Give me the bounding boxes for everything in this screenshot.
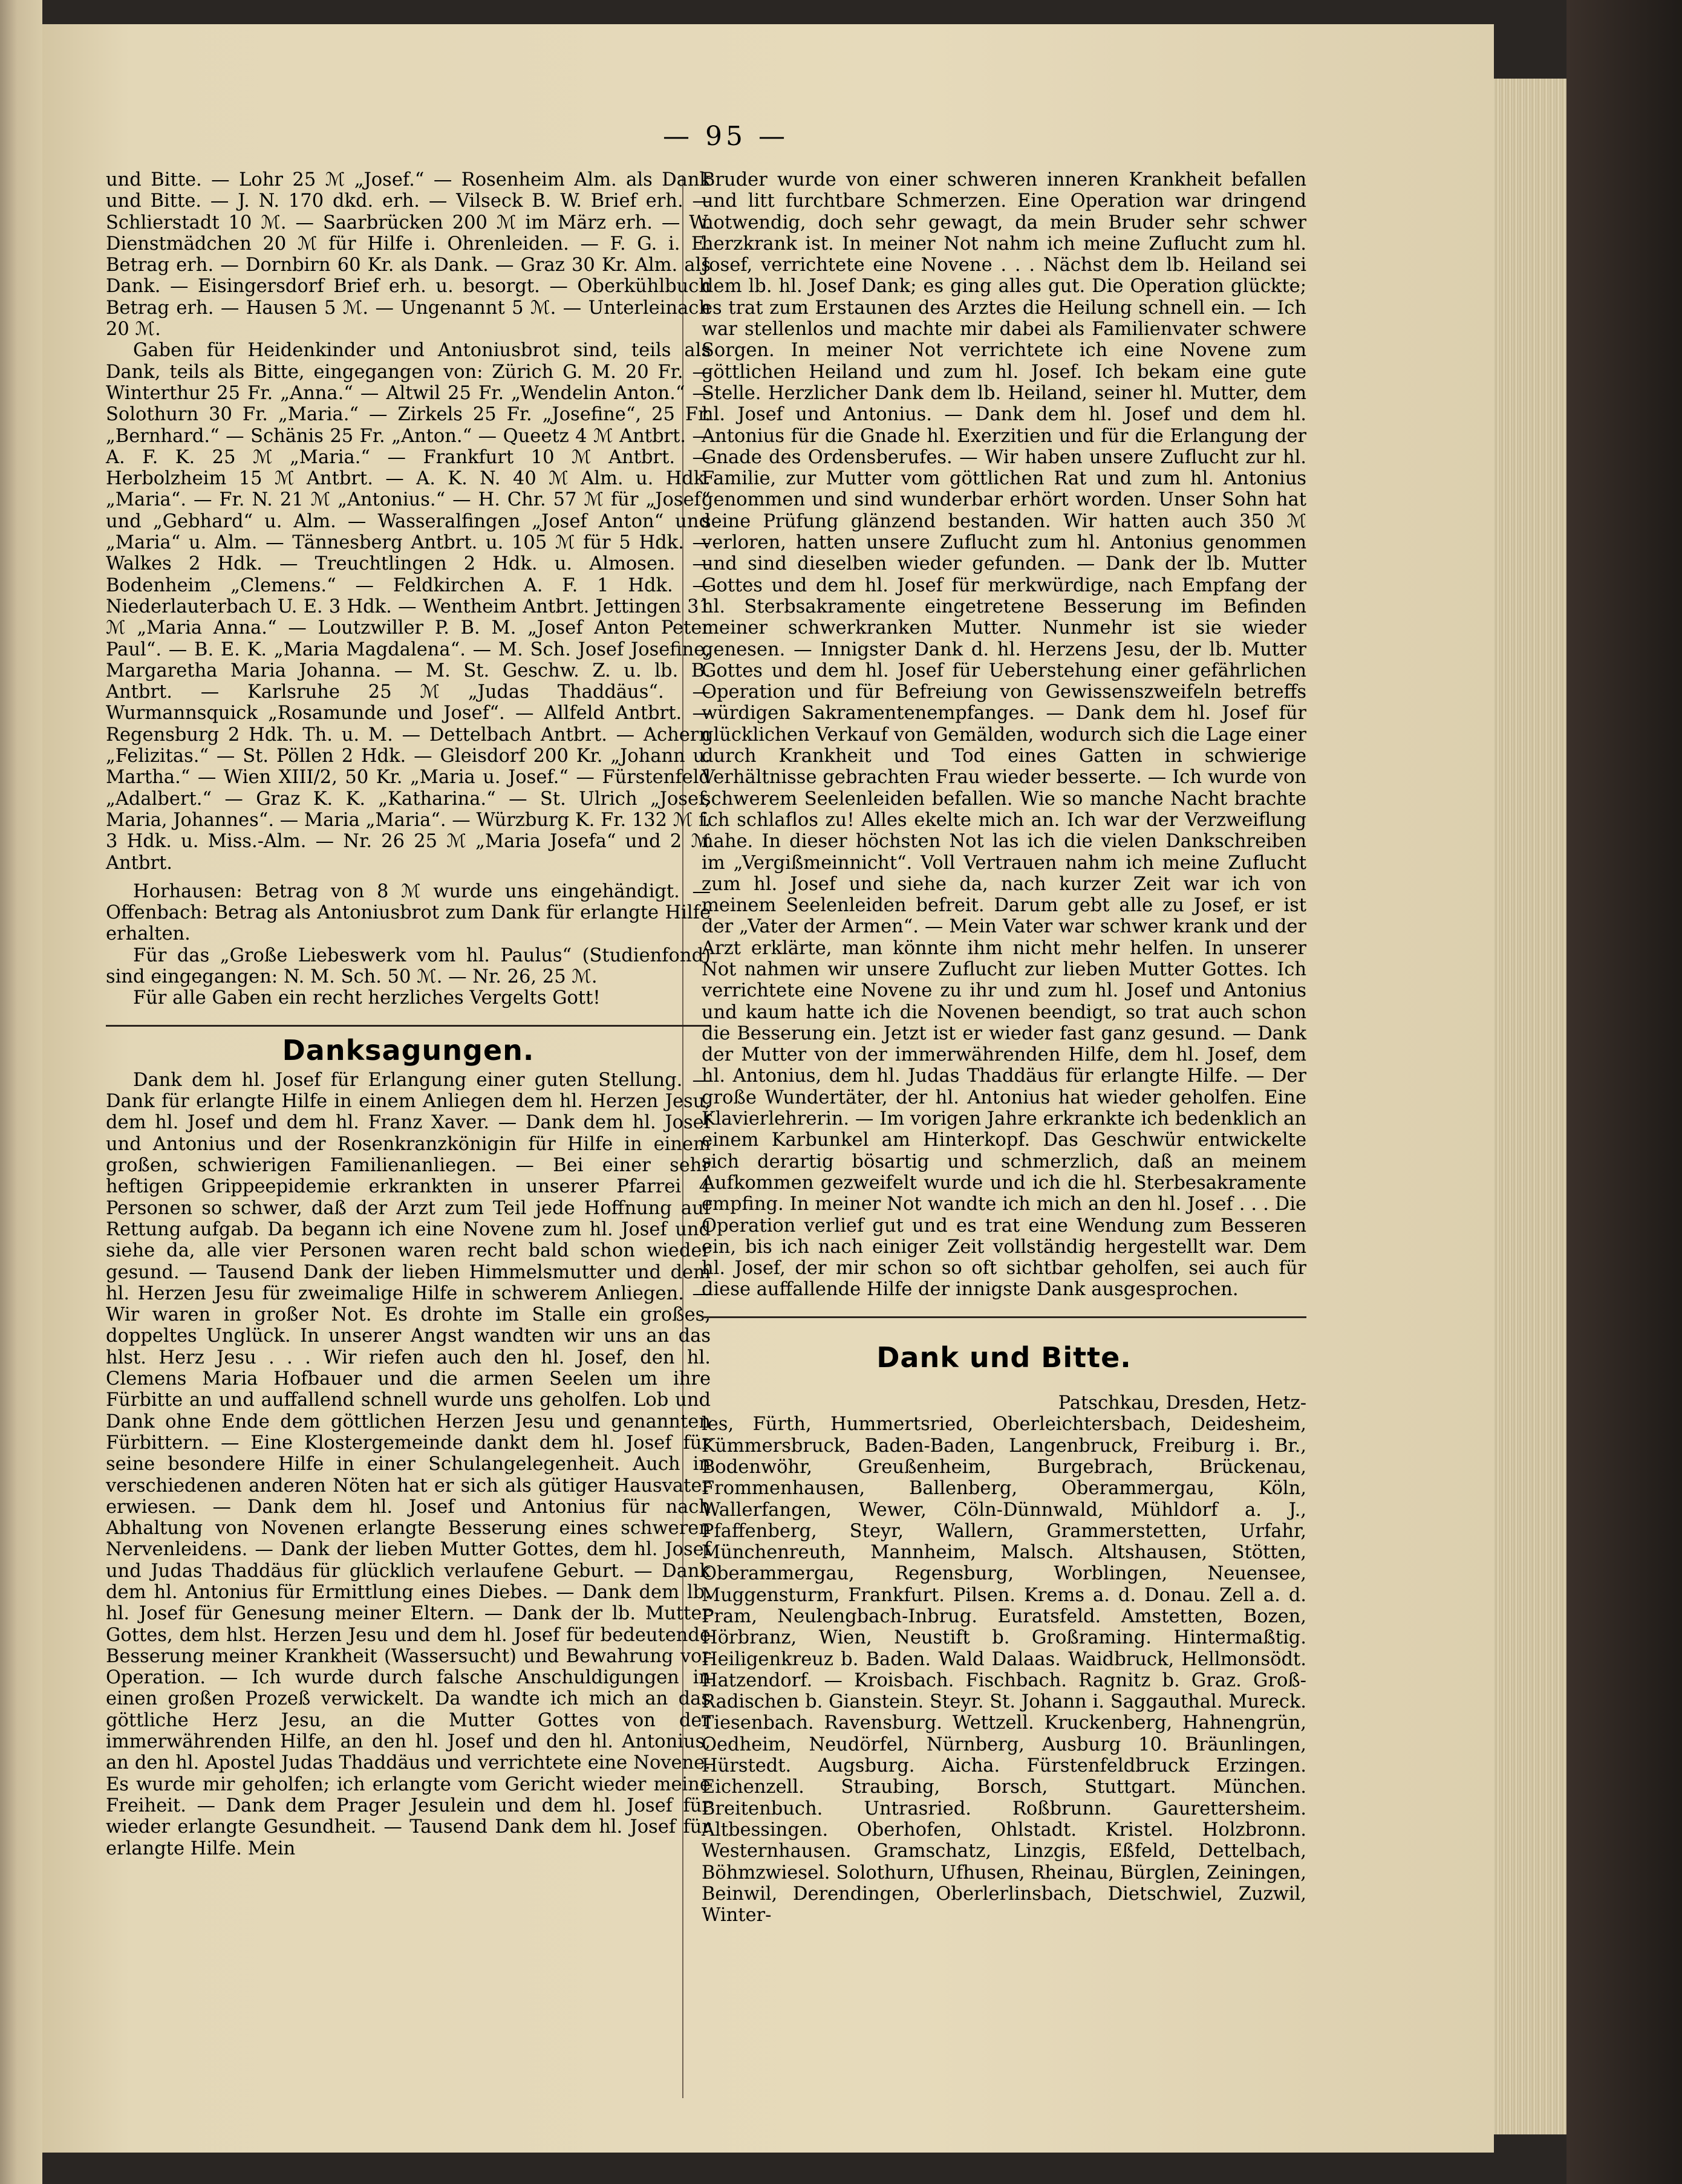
section-rule bbox=[702, 1316, 1306, 1318]
donations-paragraph-2: Gaben für Heidenkinder und Antoniusbrot sind, teils als Dank, teils als Bitte, eingegangen von: Zürich G. M. 20 Fr. — Winterthur 25 Fr. „Anna.“ — Altwil 25 Fr. „Wendelin Anton.“ — Solothurn 30 Fr. „Maria.“ — Zirkels 25 Fr. „Josefine“, 25 Fr. „Bernhard.“ — Schänis 25 Fr. „Anton.“ — Queetz 4 ℳ Antbrt. — A. F. K. 25 ℳ „Maria.“ — Frankfurt 10 ℳ Antbrt. — Herbolzheim 15 ℳ Antbrt. — A. K. N. 40 ℳ Alm. u. Hdk. „Maria“. — Fr. N. 21 ℳ „Antonius.“ — H. Chr. 57 ℳ für „Josef“ und „Gebhard“ u. Alm. — Wasseralfingen „Josef Anton“ und „Maria“ u. Alm. — Tännesberg Antbrt. u. 105 ℳ für 5 Hdk. — Walkes 2 Hdk. — Treuchtlingen 2 Hdk. u. Almosen. — Bodenheim „Clemens.“ — Feldkirchen A. F. 1 Hdk. — Niederlauterbach U. E. 3 Hdk. — Wentheim Antbrt. Jettingen 31 ℳ „Maria Anna.“ — Loutzwiller P. B. M. „Josef Anton Peter Paul“. — B. E. K. „Maria Magdalena“. — M. Sch. Josef Josefine, Margaretha Maria Johanna. — M. St. Geschw. Z. u. lb. B. Antbrt. — Karlsruhe 25 ℳ „Judas Thaddäus“. — Wurmannsquick „Rosamunde und Josef“. — Allfeld Antbrt. — Regensburg 2 Hdk. Th. u. M. — Dettelbach Antbrt. — Achern „Felizitas.“ — St. Pöllen 2 Hdk. — Gleisdorf 200 Kr. „Johann u. Martha.“ — Wien XIII/2, 50 Kr. „Maria u. Josef.“ — Fürstenfeld „Adalbert.“ — Graz K. K. „Katharina.“ — St. Ulrich „Josef, Maria, Johannes“. — Maria „Maria“. — Würzburg K. Fr. 132 ℳ f. 3 Hdk. u. Miss.-Alm. — Nr. 26 25 ℳ „Maria Josefa“ und 2 ℳ Antbrt. bbox=[106, 340, 711, 874]
left-column bbox=[106, 169, 711, 1859]
donations-paragraph-4: Für das „Große Liebeswerk vom hl. Paulus“ (Studienfond) sind eingegangen: N. M. Sch. 50 ℳ. — Nr. 26, 25 ℳ. bbox=[106, 944, 711, 987]
donations-paragraph-3: Horhausen: Betrag von 8 ℳ wurde uns eingehändigt. — Offenbach: Betrag als Antoniusbrot zum Dank für erlangte Hilfe erhalten. bbox=[106, 880, 711, 945]
places-list: les, Fürth, Hummertsried, Oberleichtersbach, Deidesheim, Kümmersbruck, Baden-Baden, Langenbruck, Freiburg i. Br., Bodenwöhr, Greußenheim, Burgebrach, Brückenau, Frommenhausen, Ballenberg, Oberammergau, Köln, Wallerfangen, Wewer, Cöln-Dünnwald, Mühldorf a. J., Pfaffenberg, Steyr, Wallern, Grammerstetten, Urfahr, Münchenreuth, Mannheim, Malsch. Altshausen, Stötten, Oberammergau, Regensburg, Worblingen, Neuensee, Muggensturm, Frankfurt. Pilsen. Krems a. d. Donau. Zell a. d. Pram, Neulengbach-Inbrug. Euratsfeld. Amstetten, Bozen, Hörbranz, Wien, Neustift b. Großraming. Hintermaßtig. Heiligenkreuz b. Baden. Wald Dalaas. Waidbruck, Hellmonsödt. Hatzendorf. — Kroisbach. Fischbach. Ragnitz b. Graz. Groß-Radischen b. Gianstein. Steyr. St. Johann i. Saggauthal. Mureck. Tiesenbach. Ravensburg. Wettzell. Kruckenberg, Hahnengrün, Oedheim, Neudörfel, Nürnberg, Ausburg 10. Bräunlingen, Hürstedt. Augsburg. Aicha. Fürstenfeldbruck Erzingen. Eichenzell. Straubing, Borsch, Stuttgart. München. Breitenbuch. Untrasried. Roßbrunn. Gaurettersheim. Altbessingen. Oberhofen, Ohlstadt. Kristel. Holzbronn. Westernhausen. Gramschatz, Linzgis, Eßfeld, Dettelbach, Böhmzwiesel. Solothurn, Ufhusen, Rheinau, Bürglen, Zeiningen, Beinwil, Derendingen, Oberlerlinsbach, Dietschwiel, Zuzwil, Winter- bbox=[702, 1414, 1306, 1926]
places-first-line: Patschkau, Dresden, Hetz- bbox=[1058, 1393, 1306, 1414]
section-heading-danksagungen: Danksagungen. bbox=[282, 1033, 535, 1067]
section-heading-dank-und-bitte: Dank und Bitte. bbox=[876, 1341, 1132, 1374]
page-stack-edge bbox=[1494, 79, 1566, 2134]
page-number: — 95 — bbox=[663, 121, 789, 152]
donations-paragraph-5: Für alle Gaben ein recht herzliches Vergelts Gott! bbox=[133, 987, 601, 1009]
previous-page-edge bbox=[0, 0, 42, 2184]
donations-paragraph-1: und Bitte. — Lohr 25 ℳ „Josef.“ — Rosenheim Alm. als Dank und Bitte. — J. N. 170 dkd. erh. — Vilseck B. W. Brief erh. — Schlierstadt 10 ℳ. — Saarbrücken 200 ℳ im März erh. — W. Dienstmädchen 20 ℳ für Hilfe i. Ohrenleiden. — F. G. i. E. Betrag erh. — Dornbirn 60 Kr. als Dank. — Graz 30 Kr. Alm. als Dank. — Eisingersdorf Brief erh. u. besorgt. — Oberkühlbuch Betrag erh. — Hausen 5 ℳ. — Ungenannt 5 ℳ. — Unterleinach 20 ℳ. bbox=[106, 169, 711, 340]
book-cover bbox=[1566, 0, 1682, 2184]
right-column bbox=[702, 169, 1306, 1926]
danksagungen-text: Dank dem hl. Josef für Erlangung einer guten Stellung. — Dank für erlangte Hilfe in einem Anliegen dem hl. Herzen Jesu, dem hl. Josef und dem hl. Franz Xaver. — Dank dem hl. Josef und Antonius und der Rosenkranzkönigin für Hilfe in einem großen, schwierigen Familienanliegen. — Bei einer sehr heftigen Grippeepidemie erkrankten in unserer Pfarrei 4 Personen so schwer, daß der Arzt zum Teil jede Hoffnung auf Rettung aufgab. Da begann ich eine Novene zum hl. Josef und siehe da, alle vier Personen waren recht bald schon wieder gesund. — Tausend Dank der lieben Himmelsmutter und dem hl. Herzen Jesu für zweimalige Hilfe in schwerem Anliegen. — Wir waren in großer Not. Es drohte im Stalle ein großes, doppeltes Unglück. In unserer Angst wandten wir uns an das hlst. Herz Jesu . . . Wir riefen auch den hl. Josef, den hl. Clemens Maria Hofbauer und die armen Seelen um ihre Fürbitte an und auffallend schnell wurde uns geholfen. Lob und Dank ohne Ende dem göttlichen Herzen Jesu und genannten Fürbittern. — Eine Klostergemeinde dankt dem hl. Josef für seine besondere Hilfe in einer Schulangelegenheit. Auch in verschiedenen anderen Nöten hat er sich als gütiger Hausvater erwiesen. — Dank dem hl. Josef und Antonius für nach Abhaltung von Novenen erlangte Besserung eines schweren Nervenleidens. — Dank der lieben Mutter Gottes, dem hl. Josef und Judas Thaddäus für glücklich verlaufene Geburt. — Dank dem hl. Antonius für Ermittlung eines Diebes. — Dank dem lb. hl. Josef für Genesung meiner Eltern. — Dank der lb. Mutter Gottes, dem hlst. Herzen Jesu und dem hl. Josef für bedeutende Besserung meiner Krankheit (Wassersucht) und Bewahrung vor Operation. — Ich wurde durch falsche Anschuldigungen in einen großen Prozeß verwickelt. Da wandte ich mich an das göttliche Herz Jesu, an die Mutter Gottes von der immerwährenden Hilfe, an den hl. Josef und den hl. Antonius, an den hl. Apostel Judas Thaddäus und verrichtete eine Novene. Es wurde mir geholfen; ich erlangte vom Gericht wieder meine Freiheit. — Dank dem Prager Jesulein und dem hl. Josef für wieder erlangte Gesundheit. — Tausend Dank dem hl. Josef für erlangte Hilfe. Mein bbox=[106, 1069, 711, 1859]
section-rule bbox=[106, 1025, 711, 1027]
danksagungen-continuation: Bruder wurde von einer schweren inneren Krankheit befallen und litt furchtbare Schmerzen. Eine Operation war dringend notwendig, doch sehr gewagt, da mein Bruder sehr schwer herzkrank ist. In meiner Not nahm ich meine Zuflucht zum hl. Josef, verrichtete eine Novene . . . Nächst dem lb. Heiland sei dem lb. hl. Josef Dank; es ging alles gut. Die Operation glückte; es trat zum Erstaunen des Arztes die Heilung schnell ein. — Ich war stellenlos und machte mir dabei als Familienvater schwere Sorgen. In meiner Not verrichtete ich eine Novene zum göttlichen Heiland und zum hl. Josef. Ich bekam eine gute Stelle. Herzlicher Dank dem lb. Heiland, seiner hl. Mutter, dem hl. Josef und Antonius. — Dank dem hl. Josef und dem hl. Antonius für die Gnade hl. Exerzitien und für die Erlangung der Gnade des Ordensberufes. — Wir haben unsere Zuflucht zur hl. Familie, zur Mutter vom göttlichen Rat und zum hl. Antonius genommen und sind wunderbar erhört worden. Unser Sohn hat seine Prüfung glänzend bestanden. Wir hatten auch 350 ℳ verloren, hatten unsere Zuflucht zum hl. Antonius genommen und sind dieselben wieder gefunden. — Dank der lb. Mutter Gottes und dem hl. Josef für merkwürdige, nach Empfang der hl. Sterbsakramente eingetretene Besserung im Befinden meiner schwerkranken Mutter. Nunmehr ist sie wieder genesen. — Innigster Dank d. hl. Herzens Jesu, der lb. Mutter Gottes und dem hl. Josef für Ueberstehung einer gefährlichen Operation und für Befreiung von Gewissenszweifeln betreffs würdigen Sakramentenempfanges. — Dank dem hl. Josef für glücklichen Verkauf von Gemälden, wodurch sich die Lage einer durch Krankheit und Tod eines Gatten in schwierige Verhältnisse gebrachten Frau wieder besserte. — Ich wurde von schwerem Seelenleiden befallen. Wie so manche Nacht brachte ich schlaflos zu! Alles ekelte mich an. Ich war der Verzweiflung nahe. In dieser höchsten Not las ich die vielen Dankschreiben im „Vergißmeinnicht“. Voll Vertrauen nahm ich meine Zuflucht zum hl. Josef und siehe da, nach kurzer Zeit war ich von meinem Seelenleiden befreit. Darum gebt alle zu Josef, er ist der „Vater der Armen“. — Mein Vater war schwer krank und der Arzt erklärte, man könnte ihm nicht mehr helfen. In unserer Not nahmen wir unsere Zuflucht zur lieben Mutter Gottes. Ich verrichtete eine Novene zu ihr und zum hl. Josef und Antonius und kaum hatte ich die Novenen beendigt, so trat auch schon die Besserung ein. Jetzt ist er wieder fast ganz gesund. — Dank der Mutter von der immerwährenden Hilfe, dem hl. Josef, dem hl. Antonius, dem hl. Judas Thaddäus für erlangte Hilfe. — Der große Wundertäter, der hl. Antonius hat wieder geholfen. Eine Klavierlehrerin. — Im vorigen Jahre erkrankte ich bedenklich an einem Karbunkel am Hinterkopf. Das Geschwür entwickelte sich derartig bösartig und schmerzlich, daß an meinem Aufkommen gezweifelt wurde und ich die hl. Sterbesakramente empfing. In meiner Not wandte ich mich an den hl. Josef . . . Die Operation verlief gut und es trat eine Wendung zum Besseren ein, bis ich nach einiger Zeit vollständig hergestellt war. Dem hl. Josef, der mir schon so oft sichtbar geholfen, sei auch für diese auffallende Hilfe der innigste Dank ausgesprochen. bbox=[702, 169, 1306, 1301]
